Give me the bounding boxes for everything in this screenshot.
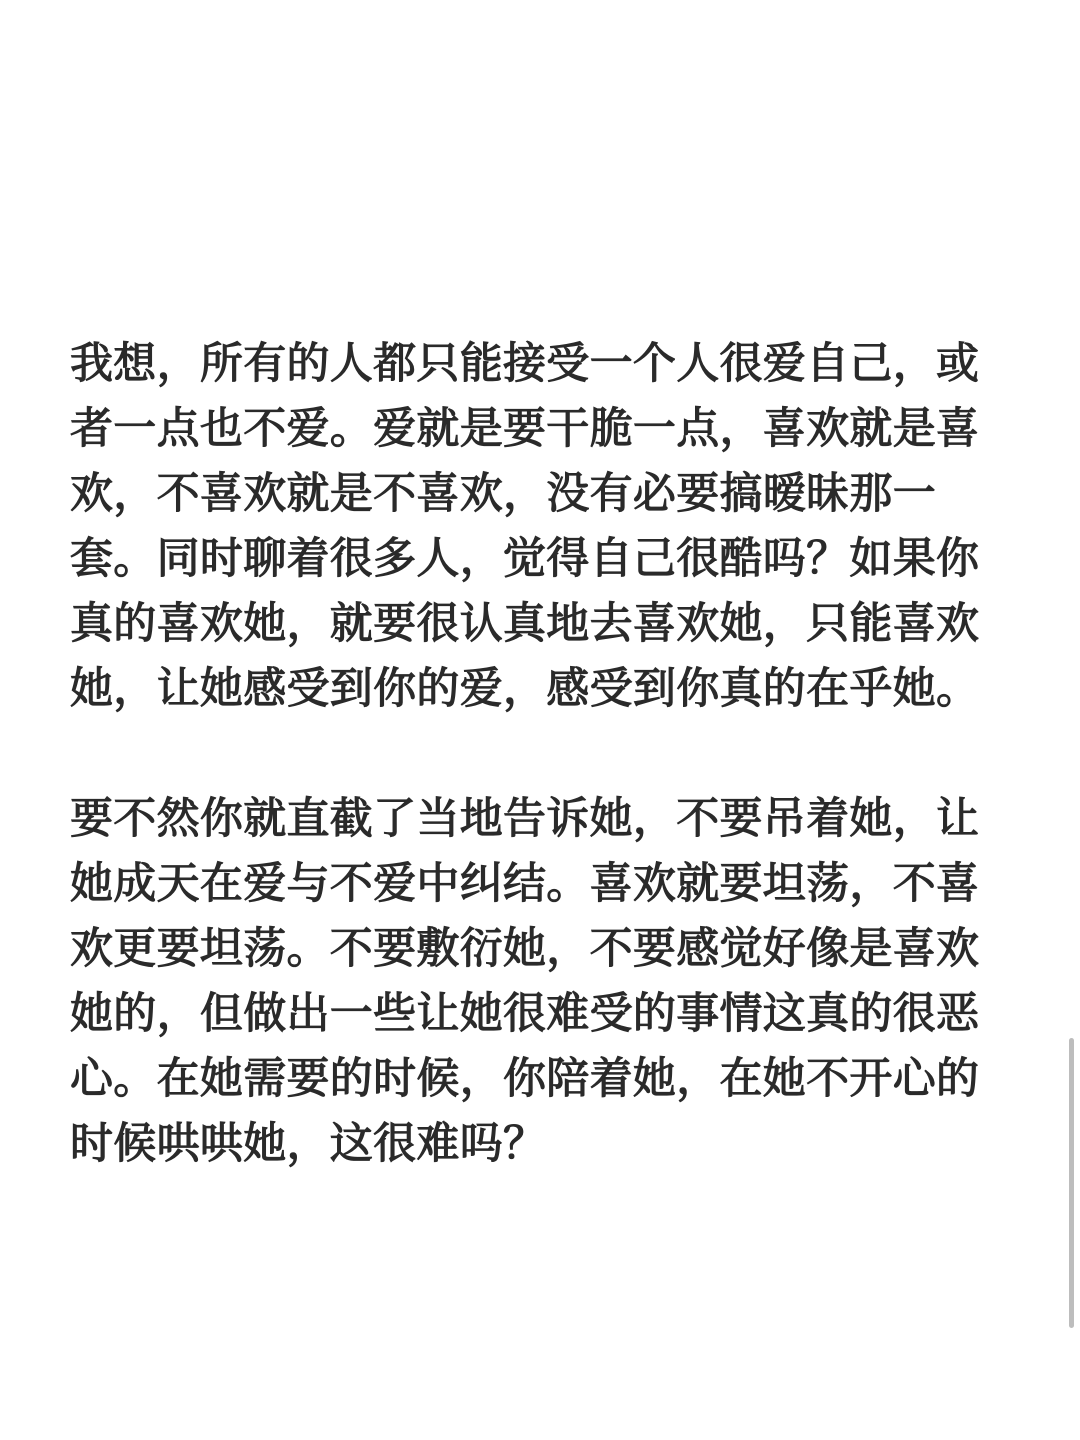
text-line: 她成天在爱与不爱中纠结。喜欢就要坦荡，不喜	[70, 859, 980, 909]
paragraph-1	[70, 332, 985, 722]
vertical-scrollbar[interactable]	[1069, 1038, 1074, 1328]
text-line: 时候哄哄她，这很难吗？	[70, 1119, 547, 1169]
text-line: 心。在她需要的时候，你陪着她，在她不开心的	[70, 1054, 980, 1104]
text-line: 套。同时聊着很多人，觉得自己很酷吗？如果你	[70, 534, 980, 584]
text-line: 真的喜欢她，就要很认真地去喜欢她，只能喜欢	[70, 599, 980, 649]
text-line: 我想，所有的人都只能接受一个人很爱自己，或	[70, 339, 980, 389]
text-line: 欢更要坦荡。不要敷衍她，不要感觉好像是喜欢	[70, 924, 980, 974]
text-line: 要不然你就直截了当地告诉她，不要吊着她，让	[70, 794, 980, 844]
article-body	[70, 332, 985, 1177]
text-line: 她，让她感受到你的爱，感受到你真的在乎她。	[70, 664, 980, 714]
text-line: 欢，不喜欢就是不喜欢，没有必要搞暧昧那一	[70, 469, 936, 519]
paragraph-spacer	[70, 722, 985, 787]
text-line: 者一点也不爱。爱就是要干脆一点，喜欢就是喜	[70, 404, 980, 454]
text-line: 她的，但做出一些让她很难受的事情这真的很恶	[70, 989, 980, 1039]
paragraph-2	[70, 787, 985, 1177]
